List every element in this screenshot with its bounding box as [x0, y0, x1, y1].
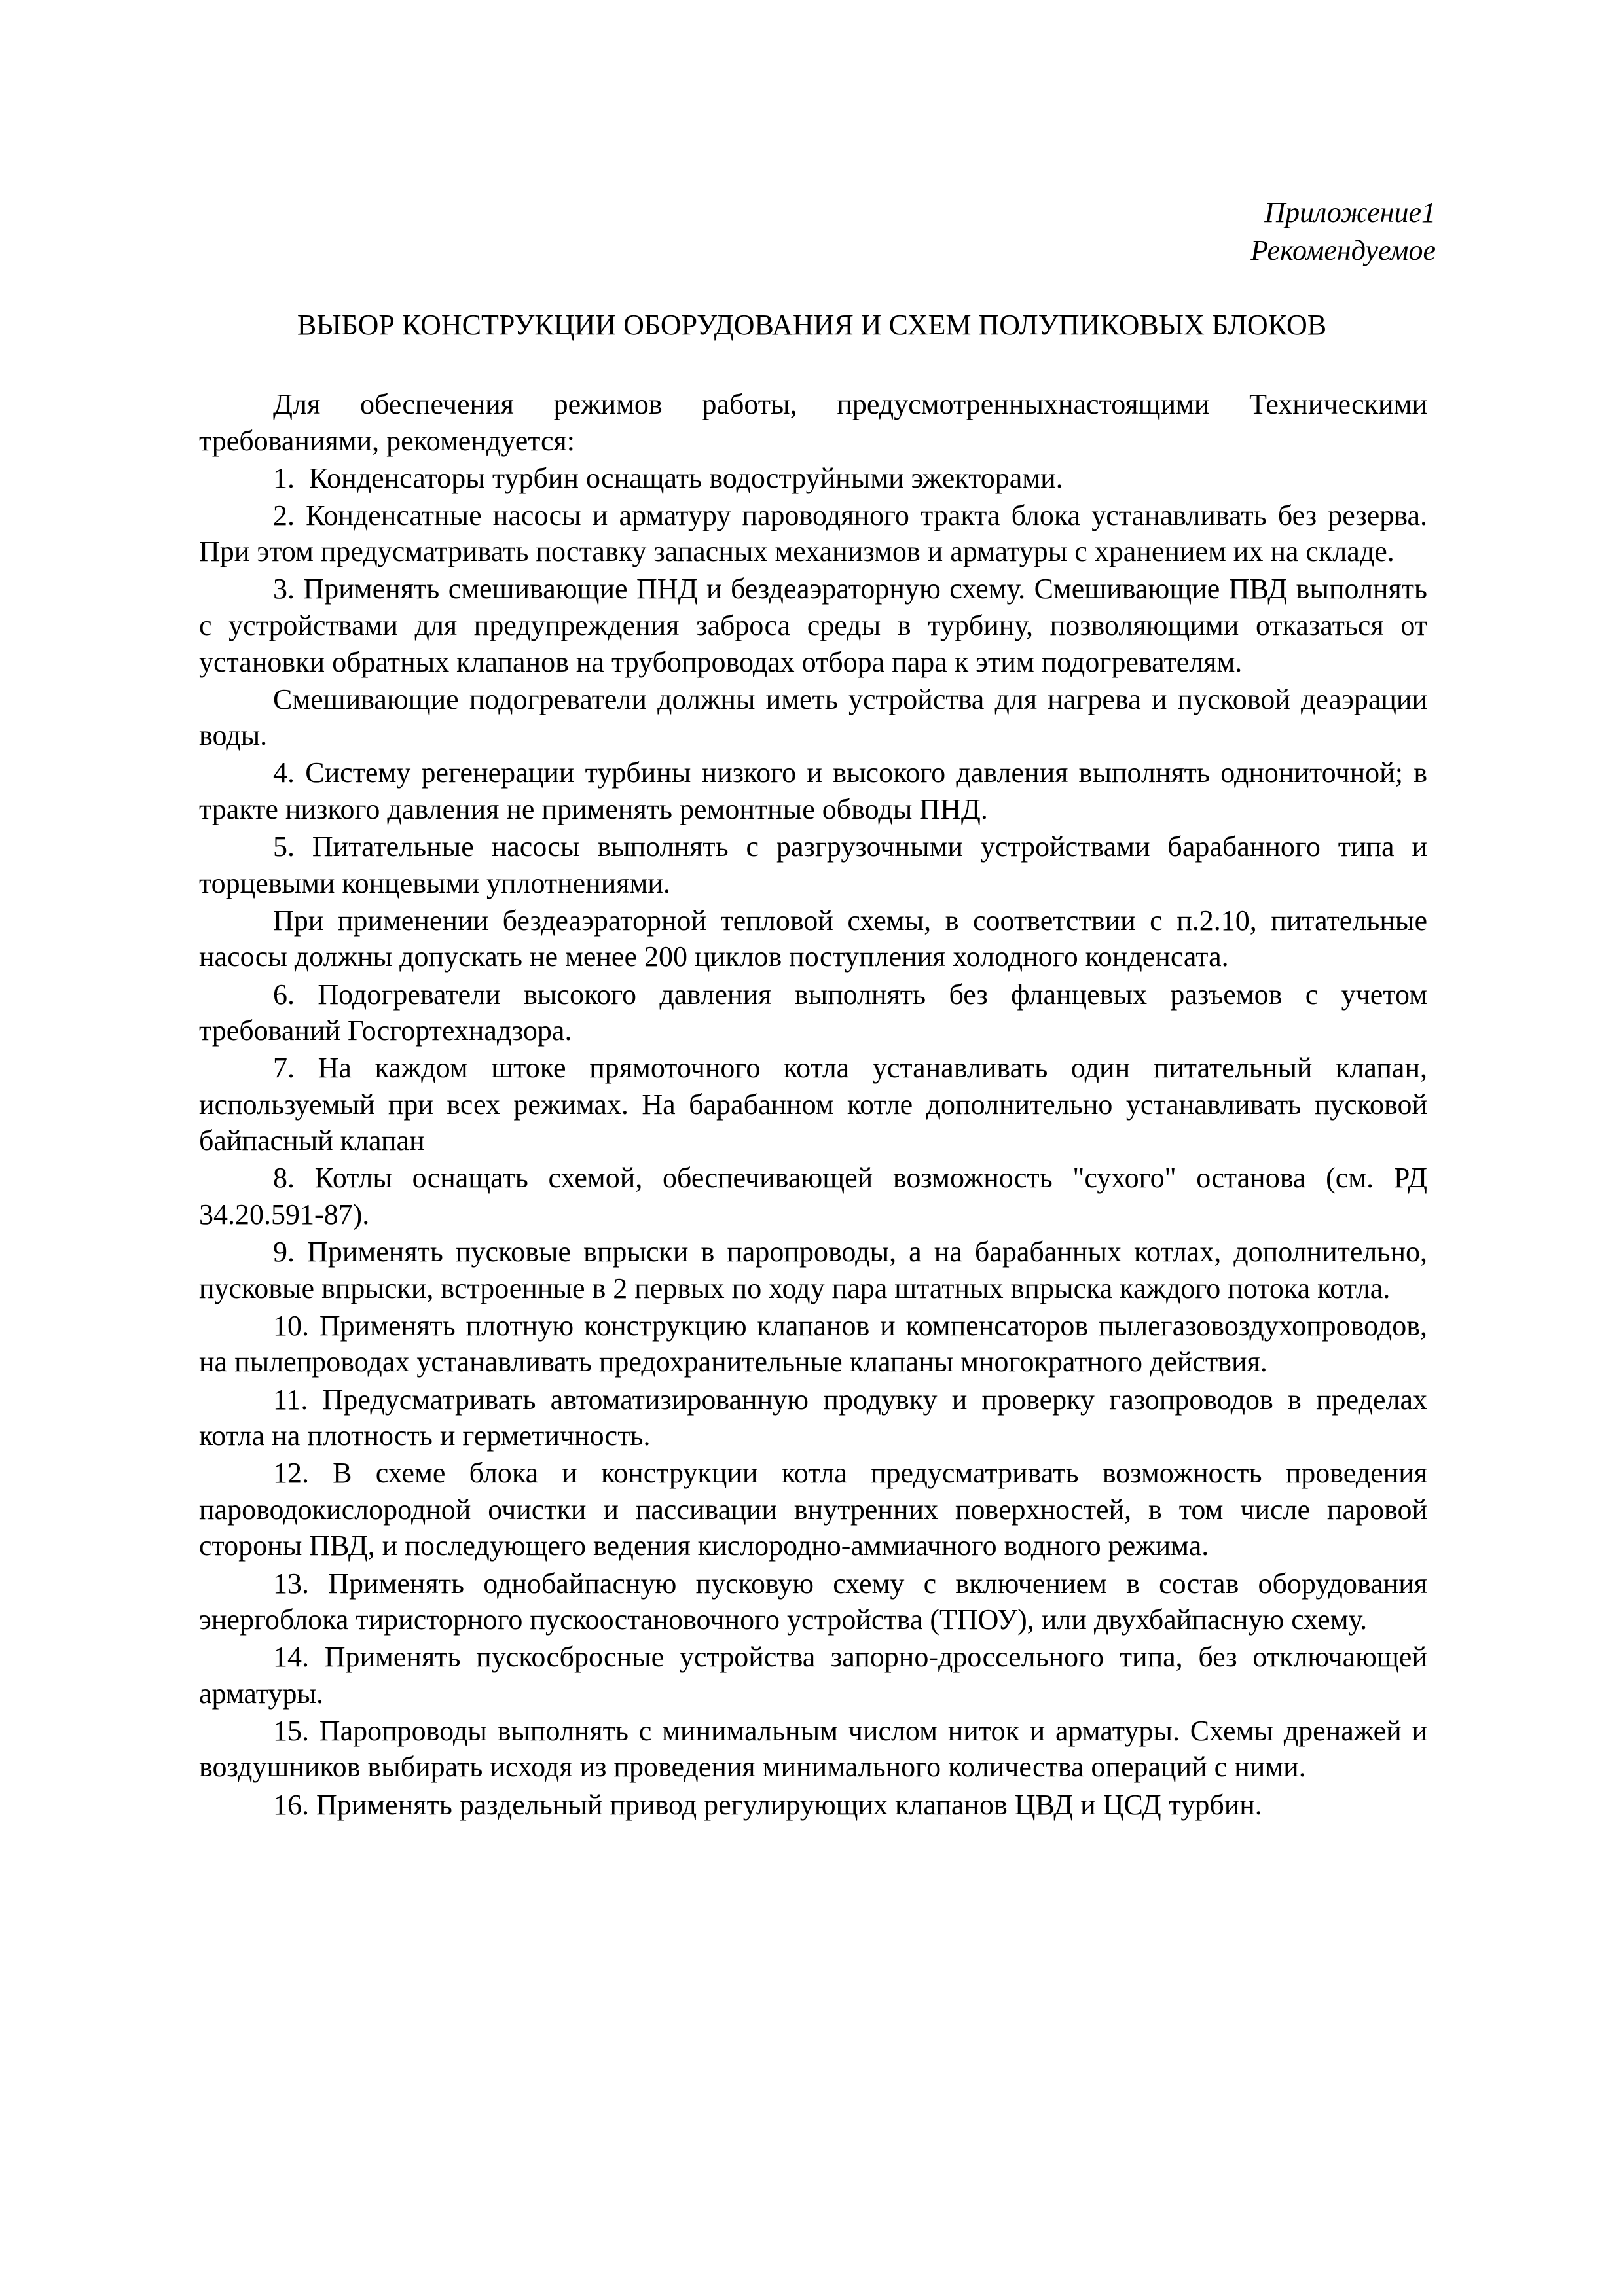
- paragraph-item-12: 12. В схеме блока и конструкции котла предусматривать возможность проведения пароводокислородной очистки и пассивации внутренних поверхностей, в том числе паровой стороны ПВД, и последующего ведения кислородно-аммиачного водного режима.: [199, 1457, 1427, 1562]
- paragraph-item-7: 7. На каждом штоке прямоточного котла устанавливать один питательный клапан, используемый при всех режимах. На барабанном котле дополнительно устанавливать пусковой байпасный клапан: [199, 1052, 1427, 1157]
- paragraph-item-1: 1. Конденсаторы турбин оснащать водоструйными эжекторами.: [273, 461, 1063, 494]
- paragraph-item-3-note: Смешивающие подогреватели должны иметь устройства для нагрева и пусковой деаэрации воды.: [199, 683, 1427, 752]
- paragraph-item-16: 16. Применять раздельный привод регулирующих клапанов ЦВД и ЦСД турбин.: [273, 1788, 1262, 1821]
- paragraph-item-9: 9. Применять пусковые впрыски в паропроводы, а на барабанных котлах, дополнительно, пусковые впрыски, встроенные в 2 первых по ходу пара штатных впрыска каждого потока котла.: [199, 1236, 1427, 1304]
- document-body: [199, 386, 1427, 1824]
- document-title: ВЫБОР КОНСТРУКЦИИ ОБОРУДОВАНИЯ И СХЕМ ПОЛУПИКОВЫХ БЛОКОВ: [297, 309, 1327, 341]
- appendix-status: Рекомендуемое: [1250, 234, 1436, 266]
- paragraph-item-3: 3. Применять смешивающие ПНД и бездеаэраторную схему. Смешивающие ПВД выполнять с устройствами для предупреждения заброса среды в турбину, позволяющими отказаться от установки обратных клапанов на трубопроводах отбора пара к этим подогревателям.: [199, 573, 1427, 678]
- paragraph-item-5: 5. Питательные насосы выполнять с разгрузочными устройствами барабанного типа и торцевыми концевыми уплотнениями.: [199, 831, 1427, 899]
- paragraph-item-4: 4. Систему регенерации турбины низкого и высокого давления выполнять однониточной; в тракте низкого давления не применять ремонтные обводы ПНД.: [199, 757, 1427, 826]
- paragraph-item-8: 8. Котлы оснащать схемой, обеспечивающей возможность "сухого" останова (см. РД 34.20.591-87).: [199, 1162, 1427, 1231]
- appendix-label: Приложение1: [1264, 196, 1436, 228]
- paragraph-item-15: 15. Паропроводы выполнять с минимальным числом ниток и арматуры. Схемы дренажей и воздушников выбирать исходя из проведения минимального количества операций с ними.: [199, 1714, 1427, 1784]
- paragraph-item-13: 13. Применять однобайпасную пусковую схему с включением в состав оборудования энергоблока тиристорного пускоостановочного устройства (ТПОУ), или двухбайпасную схему.: [199, 1567, 1427, 1636]
- paragraph-item-2: 2. Конденсатные насосы и арматуру пароводяного тракта блока устанавливать без резерва. При этом предусматривать поставку запасных механизмов и арматуры с хранением их на складе.: [199, 499, 1427, 568]
- paragraph-item-5-note: При применении бездеаэраторной тепловой схемы, в соответствии с п.2.10, питательные насосы должны допускать не менее 200 циклов поступления холодного конденсата.: [199, 904, 1427, 973]
- paragraph-item-10: 10. Применять плотную конструкцию клапанов и компенсаторов пылегазовоздухопроводов, на пылепроводах устанавливать предохранительные клапаны многократного действия.: [199, 1309, 1427, 1378]
- appendix-header: [1250, 194, 1436, 270]
- intro-paragraph: Для обеспечения режимов работы, предусмотренныхнастоящими Техническими требованиями, рекомендуется:: [199, 388, 1427, 457]
- paragraph-item-11: 11. Предусматривать автоматизированную продувку и проверку газопроводов в пределах котла на плотность и герметичность.: [199, 1383, 1427, 1452]
- paragraph-item-6: 6. Подогреватели высокого давления выполнять без фланцевых разъемов с учетом требований Госгортехнадзора.: [199, 978, 1427, 1047]
- paragraph-item-14: 14. Применять пускосбросные устройства запорно-дроссельного типа, без отключающей арматуры.: [199, 1641, 1427, 1710]
